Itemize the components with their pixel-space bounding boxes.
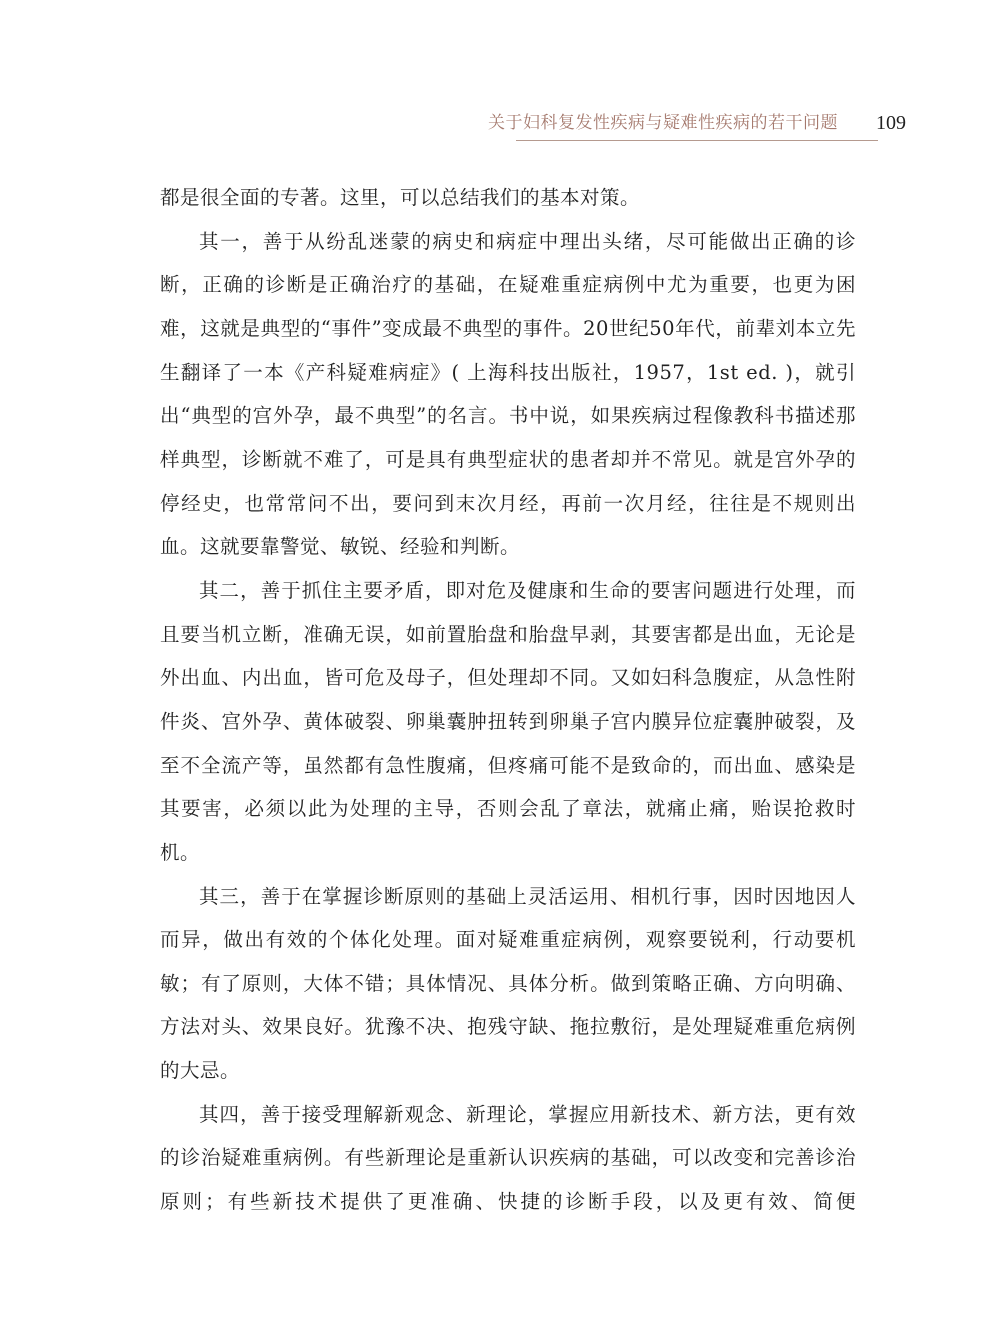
running-header (488, 112, 878, 141)
text-line: 其一，善于从纷乱迷蒙的病史和病症中理出头绪，尽可能做出正确的诊 (199, 229, 856, 253)
text-line: 急性附件炎、宫外孕、黄体破裂、卵巢囊肿扭转到卵巢子宫内膜异位症囊肿 (160, 666, 856, 733)
text-line: 效的诊治疑难重病例。有些新理论是重新认识疾病的基础，可以改变和完善 (160, 1102, 856, 1170)
text-line: 贻误抢救时机。 (160, 797, 856, 864)
body-text (160, 176, 856, 1224)
paragraph-point-three (160, 875, 856, 1093)
text-line: 人而异，做出有效的个体化处理。面对疑难重症病例，观察要锐利，行动要 (160, 884, 856, 952)
paragraph-continuation (160, 176, 856, 220)
text-line: 断，正确的诊断是正确治疗的基础，在疑难重症病例中尤为重要，也更为困 (160, 273, 856, 297)
paragraph-point-two (160, 569, 856, 875)
text-line: 都是很全面的专著。这里，可以总结我们的基本对策。 (160, 186, 641, 209)
text-line: 宫外孕的停经史，也常常问不出，要问到末次月经，再前一次月经，往往是 (160, 447, 856, 515)
text-line: 诊治原则；有些新技术提供了更准确、快捷的诊断手段，以及更有效、简便 (160, 1146, 856, 1214)
text-line: 而且要当机立断，准确无误，如前置胎盘和胎盘早剥，其要害都是出血，无 (160, 578, 856, 646)
text-line: 其四，善于接受理解新观念、新理论，掌握应用新技术、新方法，更有 (199, 1102, 836, 1126)
paragraph-point-one (160, 220, 856, 569)
text-line: 危病例的大忌。 (160, 1015, 856, 1083)
text-line: 描述那样典型，诊断就不难了，可是具有典型症状的患者却并不常见。就是 (160, 404, 856, 471)
text-line: 难，这就是典型的“事件”变成最不典型的事件。20世纪50年代，前辈刘本 (160, 316, 816, 340)
text-line: 其二，善于抓住主要矛盾，即对危及健康和生命的要害问题进行处理， (199, 578, 836, 602)
text-line: 血、感染是其要害，必须以此为处理的主导，否则会乱了章法，就痛止痛， (160, 753, 856, 821)
page-number: 109 (876, 112, 906, 134)
text-line: 不规则出血。这就要靠警觉、敏锐、经验和判断。 (160, 491, 856, 559)
text-line: 论是外出血、内出血，皆可危及母子，但处理却不同。又如妇科急腹症，从 (160, 622, 856, 690)
text-line: 其三，善于在掌握诊断原则的基础上灵活运用、相机行事，因时因地因 (199, 884, 836, 908)
text-line: 引出“典型的宫外孕，最不典型”的名言。书中说，如果疾病过程像教科书 (160, 360, 856, 428)
text-line: 立先生翻译了一本《产科疑难病症》( 上海科技出版社，1957，1st ed. )，就 (160, 316, 856, 384)
text-line: 机敏；有了原则，大体不错；具体情况、具体分析。做到策略正确、方向明 (160, 928, 856, 995)
paragraph-point-four (160, 1093, 856, 1224)
text-line: 破裂，及至不全流产等，虽然都有急性腹痛，但疼痛可能不是致命的，而出 (160, 709, 856, 777)
running-header-title: 关于妇科复发性疾病与疑难性疾病的若干问题 (488, 113, 838, 133)
text-line: 确、方法对头、效果良好。犹豫不决、抱残守缺、拖拉敷衍，是处理疑难重 (160, 971, 856, 1039)
